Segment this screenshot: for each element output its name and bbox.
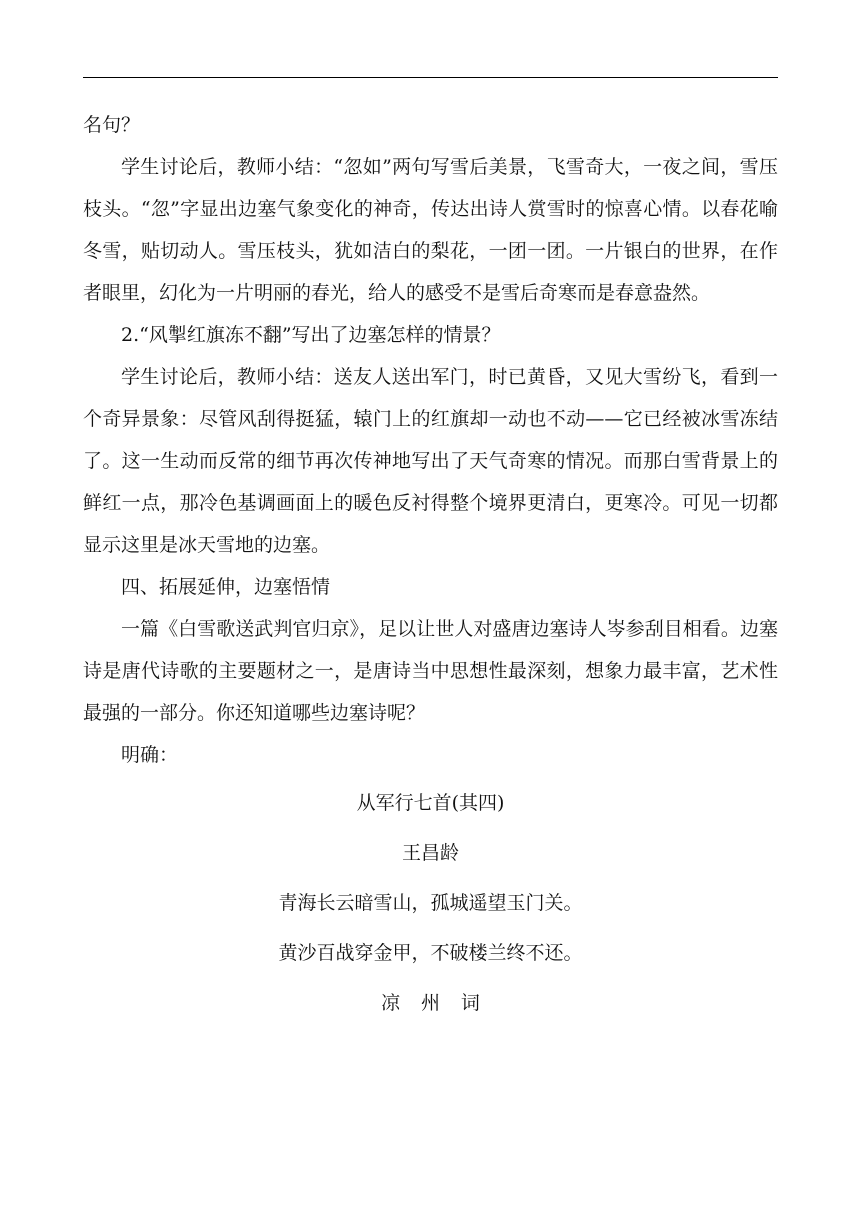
next-poem-title-text: 凉州词 [381, 992, 501, 1014]
paragraph-continuation: 名句？ [83, 114, 141, 136]
section-heading: 四、拓展延伸，边塞悟情 [121, 576, 331, 598]
question-2: 2.“风掣红旗冻不翻”写出了边塞怎样的情景？ [121, 324, 501, 346]
header-rule [83, 77, 778, 78]
paragraph-extension: 一篇《白雪歌送武判官归京》，足以让世人对盛唐边塞诗人岑参刮目相看。边塞诗是唐代诗歌的主要题材之一，是唐诗当中思想性最深刻，想象力最丰富，艺术性最强的一部分。你还知道哪些边塞诗呢？ [83, 618, 778, 724]
poem-block [83, 780, 778, 976]
poem-line: 青海长云暗雪山，孤城遥望玉门关。 [278, 892, 583, 914]
paragraph-answer-label: 明确： [121, 744, 179, 766]
poem-author: 王昌龄 [401, 842, 459, 864]
paragraph-teacher-summary-2: 学生讨论后，教师小结：送友人送出军门，时已黄昏，又见大雪纷飞，看到一个奇异景象：尽管风刮得挺猛，辕门上的红旗却一动也不动——它已经被冰雪冻结了。这一生动而反常的细节再次传神地写出了天气奇寒的情况。而那白雪背景上的鲜红一点，那冷色基调画面上的暖色反衬得整个境界更清白，更寒冷。可见一切都显示这里是冰天雪地的边塞。 [83, 366, 778, 556]
document-body [83, 104, 778, 1026]
next-poem-title [83, 980, 778, 1026]
paragraph-teacher-summary-1: 学生讨论后，教师小结：“忽如”两句写雪后美景，飞雪奇大，一夜之间，雪压枝头。“忽”字显出边塞气象变化的神奇，传达出诗人赏雪时的惊喜心情。以春花喻冬雪，贴切动人。雪压枝头，犹如洁白的梨花，一团一团。一片银白的世界，在作者眼里，幻化为一片明丽的春光，给人的感受不是雪后奇寒而是春意盎然。 [83, 156, 778, 304]
poem-line: 黄沙百战穿金甲，不破楼兰终不还。 [278, 942, 583, 964]
poem-title: 从军行七首(其四) [356, 792, 505, 814]
